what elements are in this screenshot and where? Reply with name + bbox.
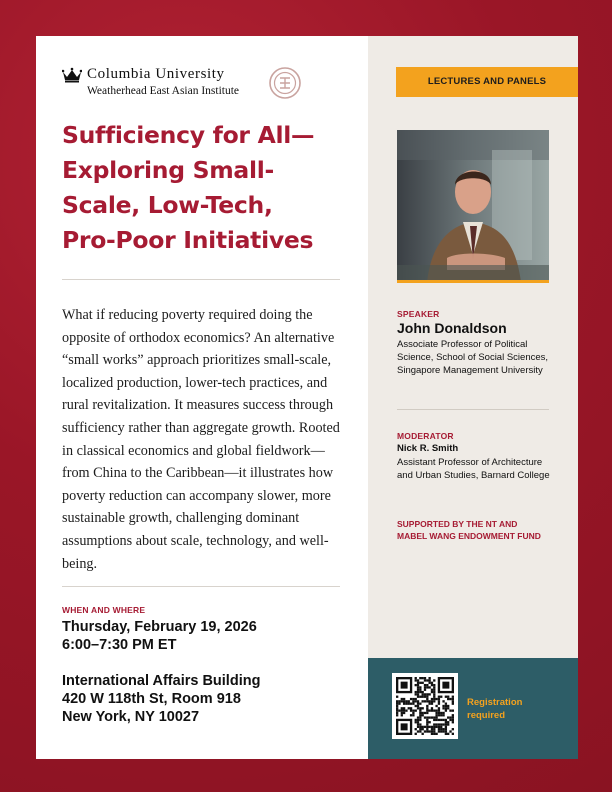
speaker-photo: [397, 130, 549, 282]
registration-panel: [368, 658, 578, 759]
event-time: 6:00–7:30 PM ET: [62, 637, 177, 653]
qr-code-icon: [392, 673, 458, 739]
university-name: Columbia University: [87, 66, 225, 82]
divider: [397, 409, 549, 410]
moderator-label: MODERATOR: [397, 431, 454, 441]
venue-street: 420 W 118th St, Room 918: [62, 691, 241, 707]
registration-qr-code[interactable]: [392, 673, 458, 739]
event-date: Thursday, February 19, 2026: [62, 619, 257, 635]
speaker-portrait-image: [397, 130, 549, 282]
category-tag: LECTURES AND PANELS: [396, 67, 578, 97]
speaker-title: Associate Professor of Political Science, School of Social Sciences, Singapore Management University: [397, 339, 549, 376]
venue-city: New York, NY 10027: [62, 709, 200, 725]
when-where-label: WHEN AND WHERE: [62, 605, 146, 615]
registration-note: Registration required: [467, 697, 523, 721]
photo-accent-bar: [397, 280, 549, 283]
event-description: What if reducing poverty required doing the opposite of orthodox economics? An alternative “small works” approach prioritizes small-scale, localized production, lower-tech practices, and rural revitalization. It measures success through sufficiency rather than aggregate growth. Rooted in classical economics and global fieldwork—from China to the Caribbean—it illustrates how poverty reduction can accompany slower, more sustainable growth, challenging dominant assumptions about scale, technology, and well-being.: [62, 307, 340, 572]
institute-name: Weatherhead East Asian Institute: [87, 85, 240, 97]
sidebar-content: [36, 36, 578, 759]
moderator-name: Nick R. Smith: [397, 443, 459, 454]
moderator-title: Assistant Professor of Architecture and Urban Studies, Barnard College: [397, 457, 550, 481]
speaker-label: SPEAKER: [397, 309, 440, 319]
sponsor-note: SUPPORTED BY THE NT AND MABEL WANG ENDOWMENT FUND: [397, 519, 541, 541]
speaker-name: John Donaldson: [397, 320, 507, 336]
event-title: Sufficiency for All— Exploring Small- Scale, Low-Tech, Pro-Poor Initiatives: [62, 121, 315, 254]
venue-building: International Affairs Building: [62, 673, 261, 689]
